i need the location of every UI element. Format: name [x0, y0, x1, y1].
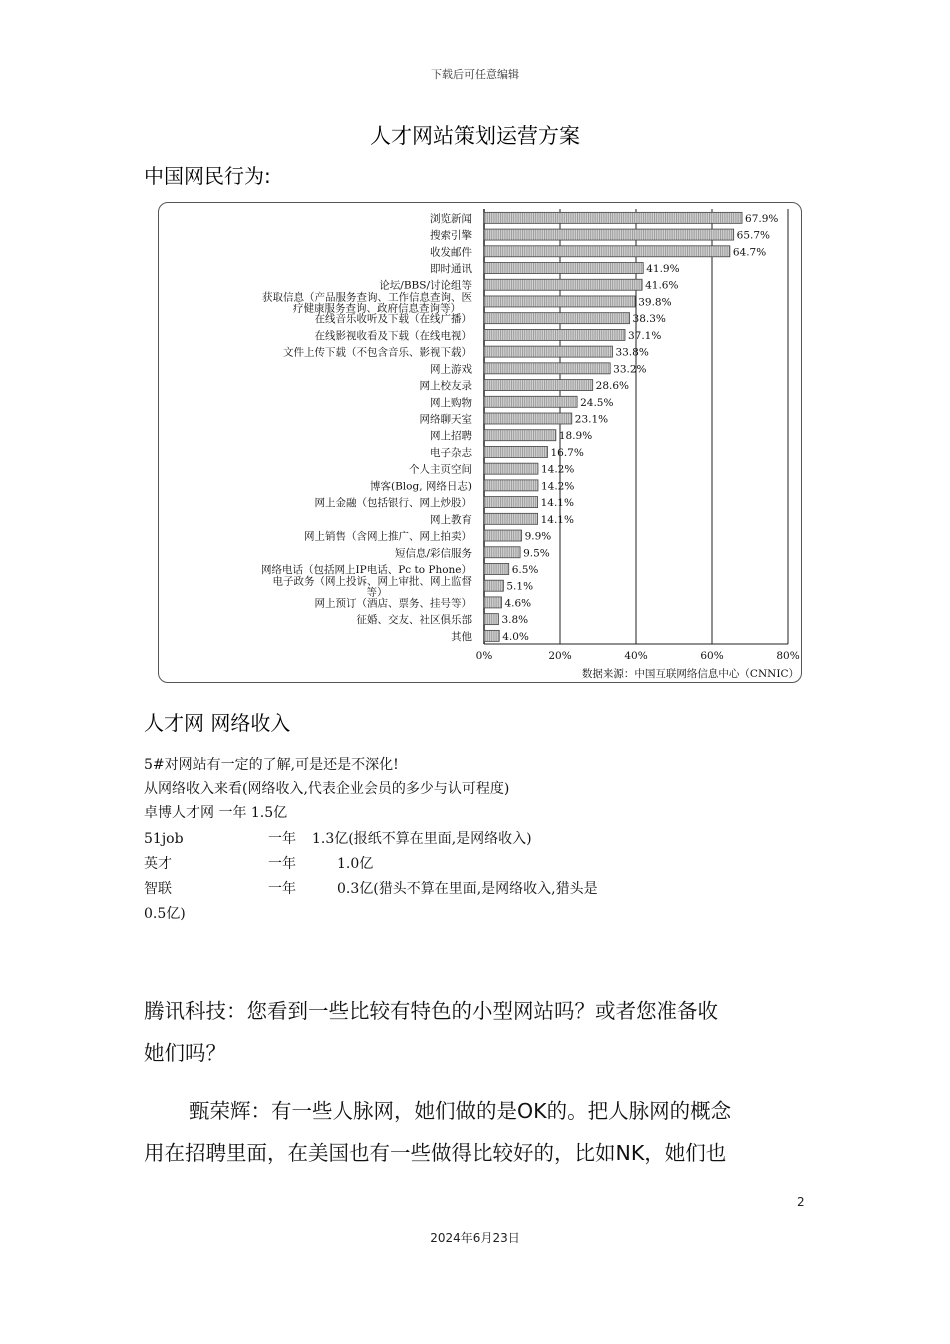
income-row — [144, 827, 764, 851]
bar-value-label: 3.8% — [501, 614, 529, 627]
category-label: 论坛/BBS/讨论组等 — [379, 279, 472, 292]
income-row-period: 一年 — [268, 856, 296, 872]
chart-bar — [484, 430, 556, 441]
income-row-name: 智联 — [144, 881, 172, 897]
page-number: 2 — [797, 1195, 805, 1209]
bar-value-label: 16.7% — [550, 446, 584, 459]
bar-value-label: 14.1% — [540, 497, 574, 510]
category-label: 其他 — [451, 630, 472, 643]
income-row-name: 51job — [144, 831, 184, 847]
x-tick-label: 60% — [700, 650, 724, 662]
chart-bar — [484, 229, 734, 240]
bar-value-label: 64.7% — [732, 246, 767, 259]
category-label: 网上金融（包括银行、网上炒股） — [314, 497, 472, 510]
chart-bar — [484, 329, 625, 340]
chart-bar — [484, 446, 547, 457]
interview-answer-line-2: 用在招聘里面，在美国也有一些做得比较好的，比如NK，她们也 — [144, 1141, 727, 1165]
bar-value-label: 9.9% — [524, 530, 552, 543]
category-label: 网上购物 — [430, 396, 472, 409]
category-label: 获取信息（产品服务查询、工作信息查询、医 — [262, 291, 472, 304]
category-label: 网上校友录 — [419, 380, 472, 393]
bar-value-label: 28.6% — [595, 380, 630, 393]
header-note: 下载后可任意编辑 — [431, 68, 519, 81]
chart-bar — [484, 497, 538, 508]
chart-bar — [484, 413, 572, 424]
chart-bar — [484, 279, 642, 290]
chart-bar — [484, 313, 630, 324]
income-row-amount: 0.3亿(猎头不算在里面,是网络收入,猎头是 — [337, 881, 598, 897]
interview-question-line-1: 腾讯科技：您看到一些比较有特色的小型网站吗？或者您准备收 — [144, 999, 718, 1023]
interview-question-line-2: 她们吗？ — [144, 1041, 226, 1065]
income-row-amount: 1.0亿 — [337, 856, 374, 872]
category-label: 网上招聘 — [430, 430, 472, 443]
category-label: 短信息/彩信服务 — [394, 547, 472, 560]
bar-value-label: 24.5% — [580, 396, 614, 409]
chart-bar — [484, 597, 501, 608]
category-label: 等） — [366, 586, 388, 599]
category-label: 即时通讯 — [430, 263, 472, 276]
category-label: 网络电话（包括网上IP电话、Pc to Phone） — [261, 563, 472, 576]
chart-bar — [484, 480, 538, 491]
x-tick-label: 80% — [776, 650, 800, 662]
interview-answer-line-1: 甄荣辉：有一些人脉网，她们做的是OK的。把人脉网的概念 — [189, 1099, 732, 1123]
bar-value-label: 6.5% — [511, 563, 539, 576]
income-row-name: 英才 — [144, 856, 172, 872]
bar-value-label: 67.9% — [745, 212, 779, 225]
category-label: 收发邮件 — [430, 246, 472, 259]
bar-value-label: 18.9% — [558, 430, 593, 443]
chart-bar — [484, 396, 577, 407]
income-line-3: 卓博人才网 一年 1.5亿 — [144, 805, 288, 821]
category-label: 在线音乐收听及下载（在线广播） — [314, 313, 472, 326]
footer-date: 2024年6月23日 — [430, 1231, 520, 1245]
category-label: 在线影视收看及下载（在线电视） — [314, 329, 472, 342]
chart-bar — [484, 212, 742, 223]
category-label: 个人主页空间 — [409, 463, 472, 476]
chart-bar — [484, 296, 635, 307]
chart-bar — [484, 363, 610, 374]
category-label: 搜索引擎 — [430, 229, 472, 242]
category-label: 电子杂志 — [430, 446, 472, 459]
bar-value-label: 39.8% — [638, 296, 672, 309]
income-line-1: 5#对网站有一定的了解,可是还是不深化! — [144, 757, 399, 773]
bar-value-label: 23.1% — [574, 413, 609, 426]
bar-value-label: 14.1% — [540, 513, 574, 526]
chart-bar — [484, 580, 503, 591]
category-label: 网上游戏 — [430, 363, 472, 376]
bar-value-label: 41.9% — [646, 263, 680, 276]
chart-bar — [484, 380, 593, 391]
income-line-2: 从网络收入来看(网络收入,代表企业会员的多少与认可程度) — [144, 781, 510, 797]
bar-value-label: 65.7% — [736, 229, 771, 242]
chart-source-note: 数据来源：中国互联网络信息中心（CNNIC） — [581, 668, 799, 680]
x-tick-label: 0% — [475, 650, 493, 662]
category-label: 网上预订（酒店、票务、挂号等） — [314, 597, 472, 610]
bar-value-label: 37.1% — [627, 329, 662, 342]
chart-bar — [484, 630, 499, 641]
category-label: 征婚、交友、社区俱乐部 — [356, 614, 472, 627]
category-label: 电子政务（网上投诉、网上审批、网上监督 — [272, 575, 472, 588]
bar-value-label: 14.2% — [540, 480, 575, 493]
category-label: 文件上传下载（不包含音乐、影视下载） — [283, 346, 472, 359]
x-tick-label: 40% — [624, 650, 648, 662]
bar-value-label: 38.3% — [632, 313, 666, 326]
chart-bar — [484, 530, 522, 541]
income-line-tail: 0.5亿) — [144, 906, 186, 922]
bar-value-label: 14.2% — [540, 463, 575, 476]
chart-bar — [484, 346, 612, 357]
category-label: 博客(Blog, 网络日志) — [370, 480, 472, 493]
section-heading-network-income: 人才网 网络收入 — [144, 711, 291, 735]
category-label: 浏览新闻 — [430, 212, 472, 225]
chart-bar — [484, 547, 520, 558]
bar-value-label: 9.5% — [523, 547, 550, 560]
income-row-amount: 1.3亿(报纸不算在里面,是网络收入) — [312, 831, 532, 847]
bar-value-label: 4.6% — [504, 597, 532, 610]
chart-container — [158, 202, 802, 683]
category-label: 网络聊天室 — [419, 413, 472, 426]
netizen-behavior-bar-chart — [159, 203, 803, 684]
x-tick-label: 20% — [548, 650, 572, 662]
bar-value-label: 5.1% — [506, 580, 534, 593]
income-row-period: 一年 — [268, 831, 296, 847]
chart-bar — [484, 246, 730, 257]
income-row — [144, 877, 764, 901]
chart-bar — [484, 263, 643, 274]
category-label: 网上教育 — [430, 513, 472, 526]
chart-bar — [484, 614, 498, 625]
chart-bar — [484, 463, 538, 474]
document-title: 人才网站策划运营方案 — [370, 124, 580, 148]
category-label: 网上销售（含网上推广、网上拍卖） — [304, 530, 472, 543]
income-row — [144, 852, 764, 876]
category-label: 疗健康服务查询、政府信息查询等） — [293, 302, 461, 315]
bar-value-label: 33.8% — [615, 346, 649, 359]
bar-value-label: 41.6% — [645, 279, 679, 292]
bar-value-label: 33.2% — [613, 363, 647, 376]
income-row-period: 一年 — [268, 881, 296, 897]
bar-value-label: 4.0% — [502, 630, 529, 643]
chart-bar — [484, 513, 538, 524]
chart-bar — [484, 563, 509, 574]
section-heading-netizen-behavior: 中国网民行为: — [144, 164, 271, 188]
